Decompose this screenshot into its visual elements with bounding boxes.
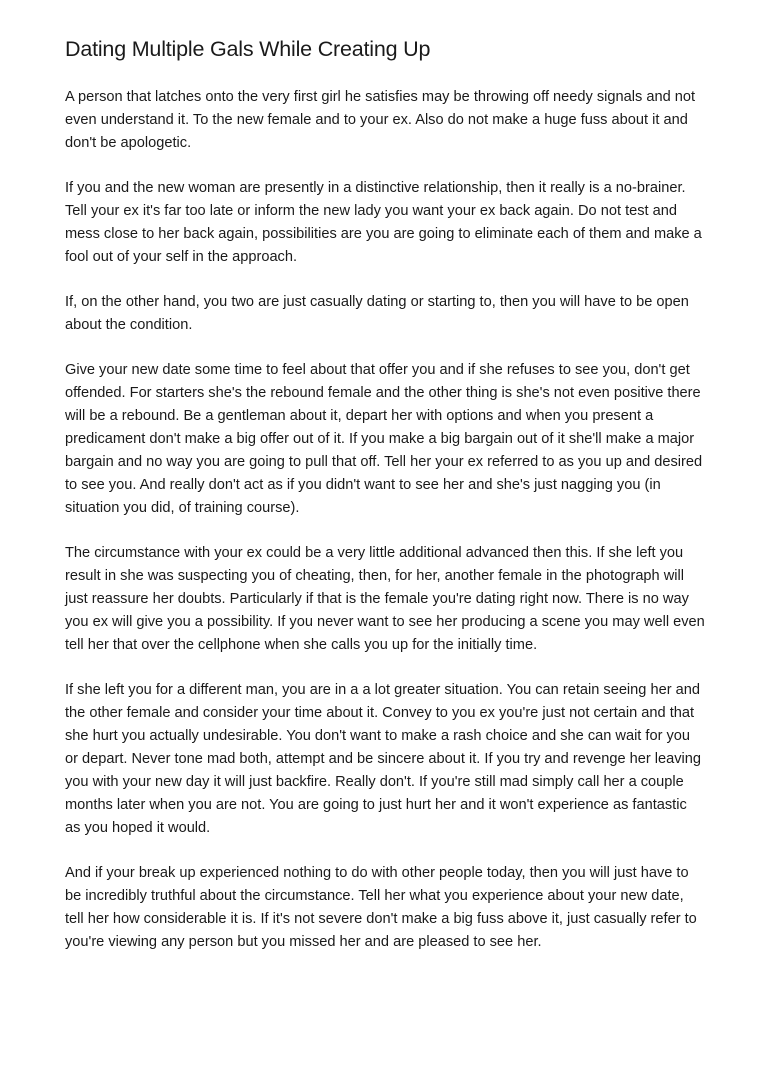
paragraph: A person that latches onto the very first girl he satisfies may be throwing off needy signals and not even understand it. To the new female and to your ex. Also do not make a huge fuss about it and don't be apologetic.: [65, 89, 696, 151]
paragraph: And if your break up experienced nothing to do with other people today, then you will just have to be incredibly truthful about the circumstance. Tell her what you experience about your new date, tell her how considerable it is. If it's not severe don't make a big fuss above it, just casually refer to you're viewing any person but you missed her and are pleased to see her.: [65, 865, 697, 950]
document-title: Dating Multiple Gals While Creating Up: [65, 37, 431, 61]
document-page: [65, 34, 705, 976]
paragraph: If she left you for a different man, you are in a a lot greater situation. You can retain seeing her and the other female and consider your time about it. Convey to you ex you're just not certain and that she hurt you actually undesirable. You don't want to make a rash choice and she can wait for you or depart. Never tone mad both, attempt and be sincere about it. If you try and revenge her leaving you with your new day it will just backfire. Really don't. If you're still mad simply call her a couple months later when you are not. You are going to just hurt her and it won't experience as fantastic as you hoped it would.: [65, 682, 702, 836]
paragraph: If you and the new woman are presently in a distinctive relationship, then it really is a no-brainer. Tell your ex it's far too late or inform the new lady you want your ex back again. Do not test and mess close to her back again, possibilities are you are going to eliminate each of them and make a fool out of your self in the approach.: [65, 180, 702, 265]
paragraph: Give your new date some time to feel about that offer you and if she refuses to see you, don't get offended. For starters she's the rebound female and the other thing is she's not even positive there will be a rebound. Be a gentleman about it, depart her with options and when you present a predicament don't make a big offer out of it. If you make a big bargain out of it she'll make a major bargain and no way you are going to pull that off. Tell her your ex referred to as you up and desired to see you. And really don't act as if you didn't want to see her and she's just nagging you (in situation you did, of training course).: [65, 362, 703, 516]
paragraph: The circumstance with your ex could be a very little additional advanced then this. If she left you result in she was suspecting you of cheating, then, for her, another female in the photograph will just reassure her doubts. Particularly if that is the female you're dating right now. There is no way you ex will give you a possibility. If you never want to see her producing a scene you may well even tell her that over the cellphone when she calls you up for the initially time.: [65, 545, 705, 653]
paragraph: If, on the other hand, you two are just casually dating or starting to, then you will have to be open about the condition.: [65, 294, 689, 333]
